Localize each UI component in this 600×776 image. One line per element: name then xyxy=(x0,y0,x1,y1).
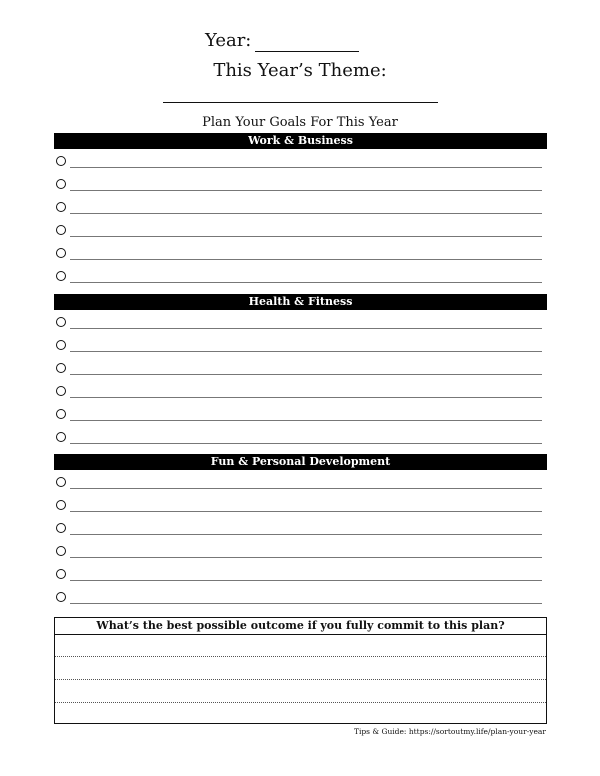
goal-list xyxy=(54,470,547,608)
goal-row xyxy=(54,402,547,425)
goal-row xyxy=(54,356,547,379)
goal-input-line[interactable] xyxy=(70,374,542,375)
goal-input-line[interactable] xyxy=(70,328,542,329)
goal-input-line[interactable] xyxy=(70,397,542,398)
goal-input-line[interactable] xyxy=(70,190,542,191)
goal-row xyxy=(54,539,547,562)
goal-input-line[interactable] xyxy=(70,603,542,604)
goal-row xyxy=(54,516,547,539)
goal-checkbox-circle[interactable] xyxy=(56,225,66,235)
goal-checkbox-circle[interactable] xyxy=(56,477,66,487)
goal-input-line[interactable] xyxy=(70,236,542,237)
section-fun-personal-development xyxy=(54,454,547,608)
footer-link-text: Tips & Guide: https://sortoutmy.life/plan-your-year xyxy=(353,727,546,736)
year-label: Year: xyxy=(205,30,252,51)
outcome-answer-line[interactable] xyxy=(55,656,546,657)
section-header: Work & Business xyxy=(54,133,547,149)
goal-checkbox-circle[interactable] xyxy=(56,386,66,396)
goal-row xyxy=(54,149,547,172)
goal-checkbox-circle[interactable] xyxy=(56,340,66,350)
goal-checkbox-circle[interactable] xyxy=(56,523,66,533)
outcome-question: What’s the best possible outcome if you fully commit to this plan? xyxy=(55,618,546,635)
goal-input-line[interactable] xyxy=(70,443,542,444)
goal-row xyxy=(54,379,547,402)
goal-row xyxy=(54,241,547,264)
goal-row xyxy=(54,264,547,287)
goal-row xyxy=(54,172,547,195)
section-work-business xyxy=(54,133,547,287)
goal-row xyxy=(54,195,547,218)
goal-checkbox-circle[interactable] xyxy=(56,248,66,258)
goal-row xyxy=(54,425,547,448)
outcome-answer-line[interactable] xyxy=(55,679,546,680)
theme-label: This Year’s Theme: xyxy=(213,60,387,81)
goal-input-line[interactable] xyxy=(70,420,542,421)
goal-checkbox-circle[interactable] xyxy=(56,363,66,373)
goal-input-line[interactable] xyxy=(70,580,542,581)
year-input-line[interactable] xyxy=(255,33,359,52)
goal-row xyxy=(54,562,547,585)
goal-list xyxy=(54,149,547,287)
goal-input-line[interactable] xyxy=(70,213,542,214)
goal-checkbox-circle[interactable] xyxy=(56,271,66,281)
outcome-answer-line[interactable] xyxy=(55,702,546,703)
goal-checkbox-circle[interactable] xyxy=(56,317,66,327)
outcome-box xyxy=(54,617,547,724)
goal-input-line[interactable] xyxy=(70,282,542,283)
goal-checkbox-circle[interactable] xyxy=(56,156,66,166)
goal-checkbox-circle[interactable] xyxy=(56,592,66,602)
goal-input-line[interactable] xyxy=(70,488,542,489)
plan-title: Plan Your Goals For This Year xyxy=(202,115,398,130)
goal-row xyxy=(54,493,547,516)
goal-input-line[interactable] xyxy=(70,511,542,512)
section-header: Fun & Personal Development xyxy=(54,454,547,470)
goal-input-line[interactable] xyxy=(70,557,542,558)
section-header: Health & Fitness xyxy=(54,294,547,310)
goal-checkbox-circle[interactable] xyxy=(56,546,66,556)
goal-checkbox-circle[interactable] xyxy=(56,202,66,212)
section-health-fitness xyxy=(54,294,547,448)
goal-input-line[interactable] xyxy=(70,167,542,168)
goal-input-line[interactable] xyxy=(70,534,542,535)
goal-input-line[interactable] xyxy=(70,259,542,260)
goal-input-line[interactable] xyxy=(70,351,542,352)
goal-checkbox-circle[interactable] xyxy=(56,409,66,419)
goal-checkbox-circle[interactable] xyxy=(56,179,66,189)
goal-row xyxy=(54,470,547,493)
goal-checkbox-circle[interactable] xyxy=(56,569,66,579)
goal-row xyxy=(54,585,547,608)
goal-list xyxy=(54,310,547,448)
goal-checkbox-circle[interactable] xyxy=(56,432,66,442)
goal-row xyxy=(54,310,547,333)
year-field xyxy=(205,30,359,52)
goal-row xyxy=(54,333,547,356)
theme-input-line[interactable] xyxy=(163,102,438,103)
goal-row xyxy=(54,218,547,241)
goal-checkbox-circle[interactable] xyxy=(56,500,66,510)
